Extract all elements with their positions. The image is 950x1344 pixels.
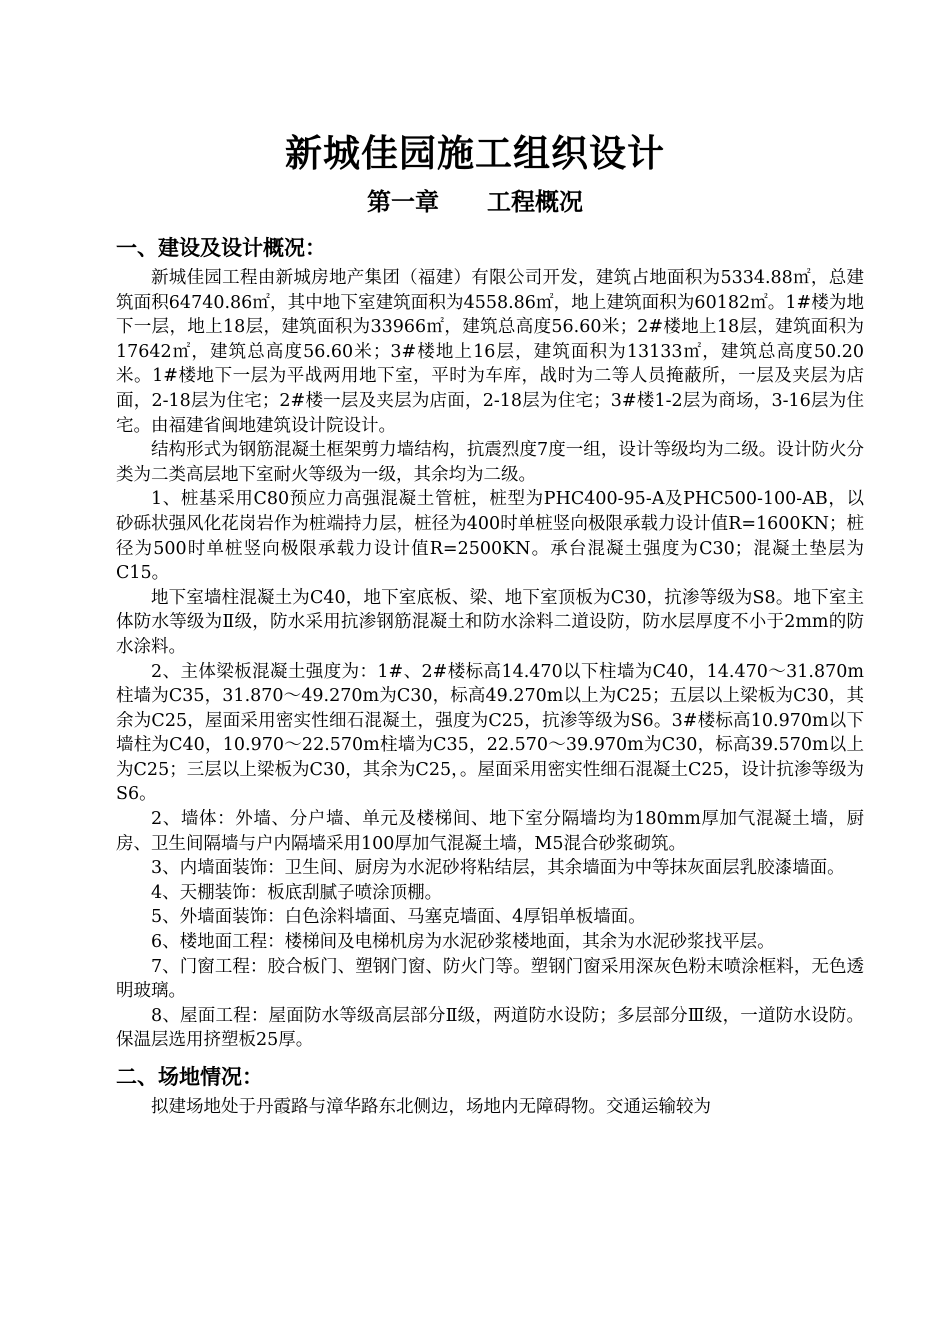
paragraph: 2、墙体：外墙、分户墙、单元及楼梯间、地下室分隔墙均为180mm厚加气混凝土墙，厨房、卫生间隔墙与户内隔墙采用100厚加气混凝土墙，M5混合砂浆砌筑。 — [116, 809, 864, 854]
paragraph: 7、门窗工程：胶合板门、塑钢门窗、防火门等。塑钢门窗采用深灰色粉末喷涂框料，无色透明玻璃。 — [116, 956, 864, 1002]
section-heading: 一、建设及设计概况： — [116, 235, 326, 260]
paragraph: 1、桩基采用C80预应力高强混凝土管桩，桩型为PHC400-95-A及PHC500-100-AB，以砂砾状强风化花岗岩作为桩端持力层，桩径为400时单桩竖向极限承载力设计值R=1600KN；桩径为500时单桩竖向极限承载力设计值R=2500KN。承台混凝土强度为C30；混凝土垫层为C15。 — [116, 489, 864, 584]
paragraph: 6、楼地面工程：楼梯间及电梯机房为水泥砂浆楼地面，其余为水泥砂浆找平层。 — [151, 932, 775, 953]
paragraph: 3、内墙面装饰：卫生间、厨房为水泥砂将粘结层，其余墙面为中等抹灰面层乳胶漆墙面。 — [151, 858, 845, 879]
section-spacer — [116, 1053, 864, 1061]
paragraph: 结构形式为钢筋混凝土框架剪力墙结构，抗震烈度7度一组，设计等级均为二级。设计防火分类为二类高层地下室耐火等级为一级，其余均为二级。 — [116, 440, 864, 485]
paragraph: 拟建场地处于丹霞路与漳华路东北侧边，场地内无障碍物。交通运输较为 — [151, 1097, 711, 1117]
section-heading: 二、场地情况： — [116, 1064, 263, 1089]
document-title: 新城佳园施工组织设计 — [285, 131, 665, 175]
paragraph: 地下室墙柱混凝土为C40，地下室底板、梁、地下室顶板为C30，抗渗等级为S8。地下室主体防水等级为Ⅱ级，防水采用抗渗钢筋混凝土和防水涂料二道设防，防水层厚度不小于2mm的防水涂料。 — [116, 587, 864, 657]
section-site — [116, 1061, 864, 1120]
paragraph: 2、主体梁板混凝土强度为：1#、2#楼标高14.470以下柱墙为C40，14.470～31.870m柱墙为C35，31.870～49.270m为C30，标高49.270m以上为C25；五层以上梁板为C30，其余为C25，屋面采用密实性细石混凝土，强度为C25，抗渗等级为S6。3#楼标高10.970m以下墙柱为C40，10.970～22.570m柱墙为C35，22.570～39.970m为C30，标高39.570m以上为C25；三层以上梁板为C30，其余为C25，。屋面采用密实性细石混凝土C25，设计抗渗等级为S6。 — [116, 661, 864, 805]
chapter-heading: 第一章 工程概况 — [367, 187, 583, 216]
document-body — [116, 232, 864, 1120]
paragraph: 5、外墙面装饰：白色涂料墙面、马塞克墙面、4厚铝单板墙面。 — [151, 907, 646, 928]
paragraph: 8、屋面工程：屋面防水等级高层部分Ⅱ级，两道防水设防；多层部分Ⅲ级，一道防水设防。保温层选用挤塑板25厚。 — [116, 1005, 864, 1051]
paragraph: 4、天棚装饰：板底刮腻子喷涂顶棚。 — [151, 882, 443, 903]
section-overview — [116, 232, 864, 1053]
paragraph: 新城佳园工程由新城房地产集团（福建）有限公司开发，建筑占地面积为5334.88㎡，总建筑面积64740.86㎡，其中地下室建筑面积为4558.86㎡，地上建筑面积为60182㎡。1#楼为地下一层，地上18层，建筑面积为33966㎡，建筑总高度56.60米；2#楼地上18层，建筑面积为17642㎡，建筑总高度56.60米；3#楼地上16层，建筑面积为13133㎡，建筑总高度50.20米。1#楼地下一层为平战两用地下室，平时为车库，战时为二等人员掩蔽所，一层及夹层为店面，2-18层为住宅；2#楼一层及夹层为店面，2-18层为住宅；3#楼1-2层为商场，3-16层为住宅。由福建省闽地建筑设计院设计。 — [116, 268, 864, 436]
